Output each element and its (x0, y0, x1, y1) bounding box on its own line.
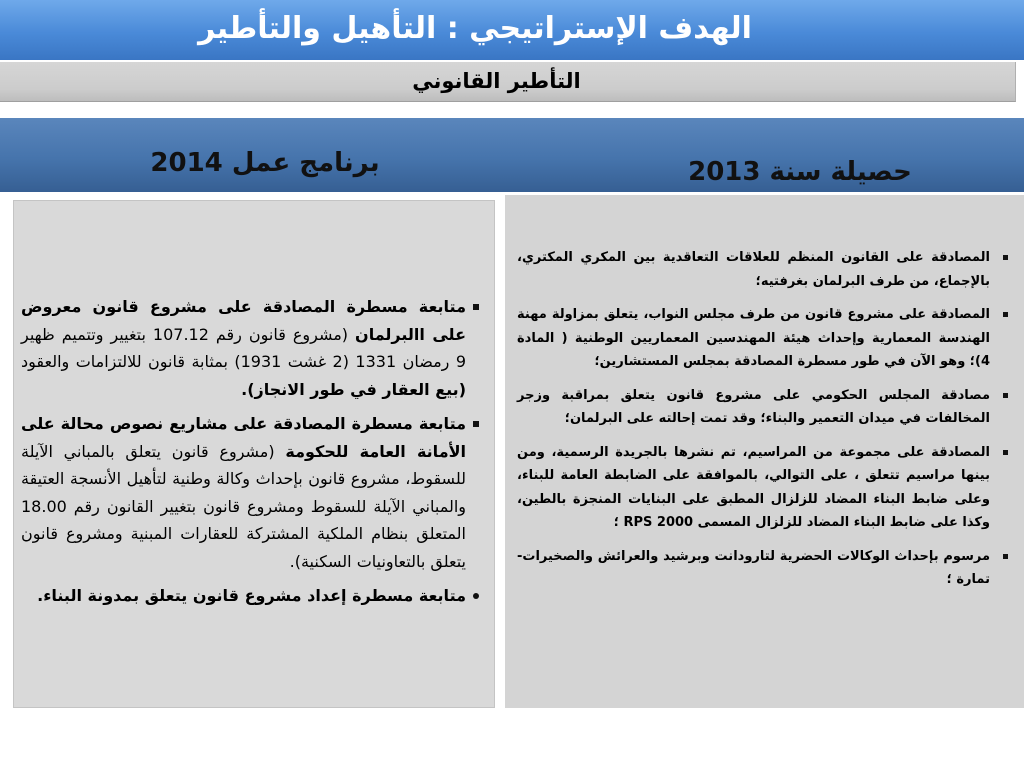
bullet-cell (990, 441, 1020, 465)
results-2013-heading: حصيلة سنة 2013 (688, 157, 912, 187)
column-heading-band (0, 118, 1024, 192)
bullet-cell (990, 246, 1020, 270)
bullet-cell (466, 582, 486, 610)
list-item-text: مصادقة المجلس الحكومي على مشروع قانون يتعلق بمراقبة وزجر المخالفات في ميدان التعمير والبناء؛ وقد تمت إحالته على البرلمان؛ (517, 387, 990, 426)
list-item-text: المصادقة على مشروع قانون من طرف مجلس النواب، يتعلق بمزاولة مهنة الهندسة المعمارية وإحداث هيئة المهندسين المعماريين الوطنية ( المادة 4)؛ وهو الآن في طور مسطرة المصادقة بمجلس المستشارين؛ (517, 307, 990, 369)
bullet-cell (466, 410, 486, 438)
square-bullet-icon (1003, 255, 1008, 260)
list-item (21, 582, 486, 610)
bullet-cell (990, 545, 1020, 569)
bullet-cell (990, 303, 1020, 327)
square-bullet-icon (1003, 450, 1008, 455)
list-item-text (21, 293, 466, 403)
item-detail-text: (مشروع قانون رقم 107.12 بتغيير وتتميم ظهير 9 رمضان 1331 (2 غشت 1931) بمثابة قانون للالتزامات والعقود (21, 324, 467, 371)
square-bullet-icon (1003, 312, 1008, 317)
item-lead-text: متابعة مسطرة المصادقة على مشاريع نصوص محالة على الأمانة العامة للحكومة (21, 414, 466, 461)
results-2013-column (505, 195, 1024, 708)
square-bullet-icon (473, 421, 479, 427)
list-item (517, 246, 1020, 293)
item-lead-text: متابعة مسطرة المصادقة على مشروع قانون معروض على االبرلمان (21, 297, 466, 344)
round-bullet-icon (473, 593, 479, 599)
item-detail-text: (مشروع قانون يتعلق بالمباني الآيلة للسقوط، مشروع قانون بإحداث وكالة وطنية لتأهيل الأنسجة العتيقة والمباني الآيلة للسقوط ومشروع قانون بتغيير القانون رقم 18.00 المتعلق بنظام الملكية المشتركة للعقارات المبنية ومشروع قانون يتعلق بالتعاونيات السكنية). (21, 441, 466, 571)
subtitle-bar (0, 62, 1016, 102)
title-bar (0, 0, 1024, 60)
bullet-cell (466, 293, 486, 321)
list-item (517, 303, 1020, 374)
list-item-text: المصادقة على مجموعة من المراسيم، تم نشرها بالجريدة الرسمية، ومن بينها مراسيم تتعلق ، على التوالي، بالموافقة على الضابطة العامة للبناء، وعلى ضابط البناء المضاد للزلزال المطبق على البنايات المنجزة بالطين، وكذا على ضابط البناء المضاد للزلزال المسمى RPS 2000 ؛ (517, 444, 990, 530)
bullet-cell (990, 384, 1020, 408)
list-item-text (21, 582, 466, 610)
list-item-text (21, 410, 466, 575)
program-2014-heading: برنامج عمل 2014 (150, 148, 380, 178)
slide-title: الهدف الإستراتيجي : التأهيل والتأطير (198, 11, 752, 46)
square-bullet-icon (473, 304, 479, 310)
list-item (517, 441, 1020, 535)
slide-subtitle: التأطير القانوني (412, 69, 581, 93)
list-item (517, 384, 1020, 431)
list-item (21, 410, 486, 575)
list-item-text: المصادقة على القانون المنظم للعلاقات التعاقدية بين المكري المكتري، بالإجماع، من طرف البرلمان بغرفتيه؛ (517, 250, 990, 289)
program-2014-column (13, 200, 495, 708)
item-lead-text: متابعة مسطرة إعداد مشروع قانون يتعلق بمدونة البناء. (37, 586, 466, 605)
square-bullet-icon (1003, 393, 1008, 398)
list-item (21, 293, 486, 403)
list-item-text: مرسوم بإحداث الوكالات الحضرية لتارودانت وبرشيد والعرائش والصخيرات-تمارة ؛ (517, 548, 990, 587)
program-2014-list (21, 293, 486, 610)
item-tail-text: (بيع العقار في طور الانجاز). (241, 379, 466, 399)
list-item (517, 545, 1020, 592)
square-bullet-icon (1003, 554, 1008, 559)
results-2013-list (517, 246, 1020, 592)
